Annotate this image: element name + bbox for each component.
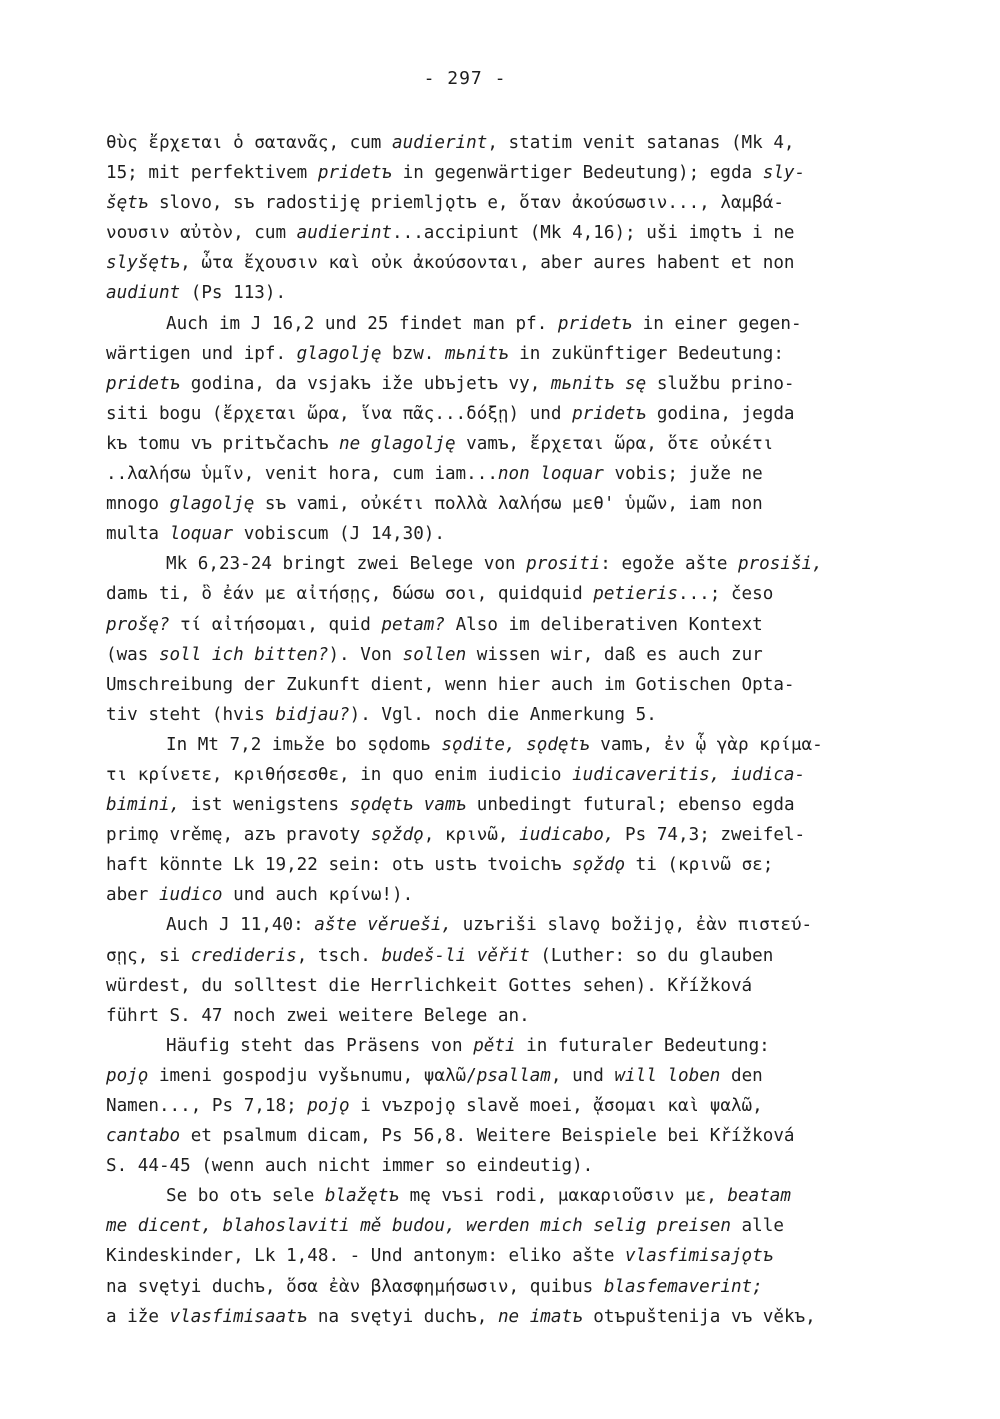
italic-text: vlasfimisajǫtъ (625, 1246, 774, 1267)
italic-text: cantabo (106, 1126, 181, 1147)
text-run: Häufig steht das Präsens von (166, 1035, 474, 1056)
text-line (106, 549, 906, 579)
body-text (106, 128, 906, 1332)
text-run: S. 44-45 (wenn auch nicht immer so eindeutig). (106, 1156, 594, 1177)
text-run: vamъ, ἐν ᾧ γὰρ κρίμα- (589, 734, 823, 755)
text-line (106, 1121, 906, 1151)
italic-text: pojǫ (106, 1065, 149, 1086)
text-run: et psalmum dicam, Ps 56,8. Weitere Beispiele bei Křížková (180, 1126, 795, 1147)
text-run: In Mt 7,2 imьže bo sǫdomь (166, 734, 442, 755)
italic-text: sly- (762, 163, 806, 184)
italic-text: prosiši, (738, 554, 823, 575)
text-line (106, 489, 906, 519)
italic-text: psallam (476, 1065, 551, 1086)
text-line (106, 278, 906, 308)
text-run: ...accipiunt (Mk 4,16); uši imǫtъ i ne (392, 223, 795, 244)
text-run: : egože ašte (600, 554, 738, 575)
italic-text: me dicent, blahoslaviti mě budou, werden mich selig preisen (106, 1216, 731, 1237)
text-run: vobiscum (J 14,30). (233, 524, 445, 545)
text-run: σῃς, si (106, 945, 191, 966)
text-line (106, 1302, 906, 1332)
text-run: primǫ vrěmę, azъ pravoty (106, 825, 371, 846)
text-run: (Ps 113). (180, 283, 287, 304)
italic-text: bidjau? (275, 704, 350, 725)
italic-text: audierint (392, 133, 488, 153)
italic-text: bimini, (106, 795, 181, 816)
text-run: 15; mit perfektivem (106, 163, 318, 184)
text-line (106, 700, 906, 730)
text-line (106, 188, 906, 218)
text-run: , κρινῶ, (423, 825, 520, 846)
text-run: wärtigen und ipf. (106, 343, 297, 364)
text-run: ...; česo (678, 584, 774, 605)
italic-text: petieris (593, 584, 678, 605)
italic-text: pridetъ (557, 313, 633, 334)
italic-text: vlasfimisaatъ (169, 1306, 308, 1327)
text-run: , statim venit satanas (Mk 4, (487, 133, 795, 153)
text-run: , ὦτα ἔχουσιν καὶ οὐκ ἀκούσονται, aber aures habent et non (180, 253, 795, 274)
italic-text: pridetъ (317, 163, 393, 184)
text-run: τι κρίνετε, κριθήσεσθε, in quo enim iudicio (106, 764, 573, 785)
italic-text: glagolję (296, 343, 382, 364)
italic-text: mьnitъ sę (550, 373, 647, 394)
text-run: , und (550, 1065, 615, 1086)
text-line (106, 1211, 906, 1241)
text-line (106, 850, 906, 880)
text-run: siti bogu (ἔρχεται ὥρα, ἵνα πᾶς...δόξῃ) und (106, 403, 573, 424)
text-run: slovo, sъ radostiję priemljǫtъ e, ὅταν ἀκούσωσιν..., λαμβά- (148, 193, 784, 214)
text-run: mę vъsi rodi, μακαριοῦσιν με, (399, 1186, 728, 1207)
text-run: würdest, du solltest die Herrlichkeit Gottes sehen). Křížková (106, 975, 753, 996)
text-run: wissen wir, daß es auch zur (466, 644, 763, 665)
text-line (106, 1241, 906, 1271)
text-run: Mk 6,23-24 bringt zwei Belege von (166, 554, 527, 575)
text-line (106, 459, 906, 489)
italic-text: pojǫ (307, 1096, 350, 1116)
text-line (106, 820, 906, 850)
text-run: haft könnte Lk 19,22 sein: otъ ustъ tvoichъ (106, 855, 573, 876)
italic-text: soll ich bitten? (158, 644, 329, 665)
italic-text: audiunt (106, 283, 181, 304)
page-number: - 297 - (423, 68, 507, 89)
italic-text: sǫdętъ vamъ (349, 795, 467, 816)
text-run: in zukünftiger Bedeutung: (508, 343, 784, 364)
italic-text: petam? (381, 614, 445, 635)
italic-text: sollen (402, 644, 467, 665)
text-line (106, 399, 906, 429)
text-run: bzw. (381, 343, 445, 364)
text-run: (was (106, 644, 159, 665)
text-run: in gegenwärtiger Bedeutung); egda (392, 163, 763, 184)
text-run: Umschreibung der Zukunft dient, wenn hier auch im Gotischen Opta- (106, 674, 795, 695)
text-line (106, 369, 906, 399)
text-run: Namen..., Ps 7,18; (106, 1096, 308, 1116)
text-line (106, 1061, 906, 1091)
text-run: godina, da vsjakъ iže ubъjetъ vy, (180, 373, 551, 394)
text-run: ti (κρινῶ σε; (625, 855, 774, 876)
text-run: führt S. 47 noch zwei weitere Belege an. (106, 1005, 530, 1026)
text-run: , tsch. (296, 945, 382, 966)
italic-text: sǫždǫ (572, 855, 626, 876)
italic-text: budeš-li věřit (381, 945, 530, 966)
italic-text: pěti (473, 1035, 516, 1056)
italic-text: prošę? (106, 614, 170, 635)
text-run: uzъriši slavǫ božijǫ, ἐὰν πιστεύ- (452, 915, 813, 936)
italic-text: blasfemaverint; (603, 1276, 763, 1297)
italic-text: sǫždǫ (370, 825, 424, 846)
text-run: ist wenigstens (180, 795, 350, 816)
italic-text: credideris (190, 945, 297, 966)
text-run: Auch im J 16,2 und 25 findet man pf. (166, 313, 558, 334)
text-run: Ps 74,3; zweifel- (614, 825, 806, 846)
text-run: ..λαλήσω ὑμῖν, venit hora, cum iam... (106, 464, 498, 485)
italic-text: šętъ (106, 193, 149, 214)
text-run: a iže (106, 1306, 170, 1327)
text-run: sъ vami, οὐκέτι πολλὰ λαλήσω μεθ' ὑμῶν, iam non (254, 494, 763, 515)
italic-text: pridetъ (572, 403, 647, 424)
italic-text: will loben (614, 1065, 721, 1086)
text-run: und auch κρίνω!). (222, 885, 414, 906)
text-line (106, 1001, 906, 1031)
text-line (106, 128, 906, 158)
text-line (106, 309, 906, 339)
text-run: ). Vgl. noch die Anmerkung 5. (349, 704, 657, 725)
text-run: službu prino- (646, 373, 795, 394)
text-line (106, 1181, 906, 1211)
text-run: otъpuštenija vъ věkъ, (582, 1306, 816, 1327)
text-run: na svętyi duchъ, ὅσα ἐὰν βλασφημήσωσιν, quibus (106, 1276, 604, 1297)
text-line (106, 610, 906, 640)
text-line (106, 519, 906, 549)
italic-text: ašte věruеši, (314, 915, 452, 936)
italic-text: slyšętъ (106, 253, 181, 274)
text-run: tiv steht (hvis (106, 704, 276, 725)
text-line (106, 158, 906, 188)
italic-text: glagolję (169, 494, 255, 515)
text-line (106, 339, 906, 369)
text-run: θὺς ἔρχεται ὁ σατανᾶς, cum (106, 133, 392, 153)
text-run: godina, jegda (646, 403, 795, 424)
text-line (106, 760, 906, 790)
italic-text: pridetъ (106, 373, 181, 394)
text-run: Also im deliberativen Kontext (444, 614, 763, 635)
text-line (106, 579, 906, 609)
text-line (106, 1151, 906, 1181)
italic-text: sǫdite, sǫdętъ (441, 734, 590, 755)
italic-text: mьnitъ (444, 343, 509, 364)
text-run: in futuraler Bedeutung: (515, 1035, 770, 1056)
italic-text: beatam (727, 1186, 791, 1207)
text-run: alle (730, 1216, 784, 1237)
text-run: den (720, 1065, 763, 1086)
text-run: i vъzpojǫ slavě moei, ᾄσομαι καὶ ψαλῶ, (349, 1096, 763, 1116)
italic-text: iudicabo, (519, 825, 615, 846)
text-run: mnogo (106, 494, 170, 515)
text-run: imeni gospodju vyšьnumu, ψαλῶ/ (148, 1065, 477, 1086)
text-line (106, 1272, 906, 1302)
text-run: kъ tomu vъ pritъčachъ (106, 433, 340, 454)
italic-text: ne imatъ (497, 1306, 583, 1327)
text-line (106, 670, 906, 700)
text-run: τί αἰτήσομαι, quid (169, 614, 382, 635)
text-line (106, 730, 906, 760)
text-line (106, 218, 906, 248)
text-line (106, 1091, 906, 1121)
text-run: unbedingt futural; ebenso egda (466, 795, 795, 816)
text-line (106, 971, 906, 1001)
text-line (106, 640, 906, 670)
italic-text: ne glagolję (339, 433, 456, 454)
italic-text: iudicaveritis, iudica- (572, 764, 806, 785)
text-run: damь ti, ὃ ἐάν με αἰτήσῃς, δώσω σοι, quidquid (106, 584, 594, 605)
text-run: vobis; juže ne (603, 464, 763, 485)
text-run: ). Von (328, 644, 403, 665)
italic-text: audierint (296, 223, 393, 244)
text-run: (Luther: so du glauben (529, 945, 774, 966)
text-run: multa (106, 524, 170, 545)
italic-text: prositi (526, 554, 601, 575)
text-run: aber (106, 885, 159, 906)
text-line (106, 880, 906, 910)
text-run: Kindeskinder, Lk 1,48. - Und antonym: eliko ašte (106, 1246, 626, 1267)
italic-text: blažętъ (324, 1186, 400, 1207)
text-run: na svętyi duchъ, (307, 1306, 498, 1327)
italic-text: iudico (158, 885, 223, 906)
text-line (106, 790, 906, 820)
text-run: vamъ, ἔρχεται ὥρα, ὅτε οὐκέτι (455, 433, 774, 454)
text-line (106, 910, 906, 940)
text-line (106, 248, 906, 278)
text-run: in einer gegen- (632, 313, 802, 334)
italic-text: non loquar (497, 464, 604, 485)
text-line (106, 429, 906, 459)
text-line (106, 1031, 906, 1061)
text-run: νουσιν αὐτὸν, cum (106, 223, 297, 244)
text-run: Auch J 11,40: (166, 915, 315, 936)
text-line (106, 941, 906, 971)
italic-text: loquar (169, 524, 234, 545)
text-run: Se bo otъ sele (166, 1186, 325, 1207)
